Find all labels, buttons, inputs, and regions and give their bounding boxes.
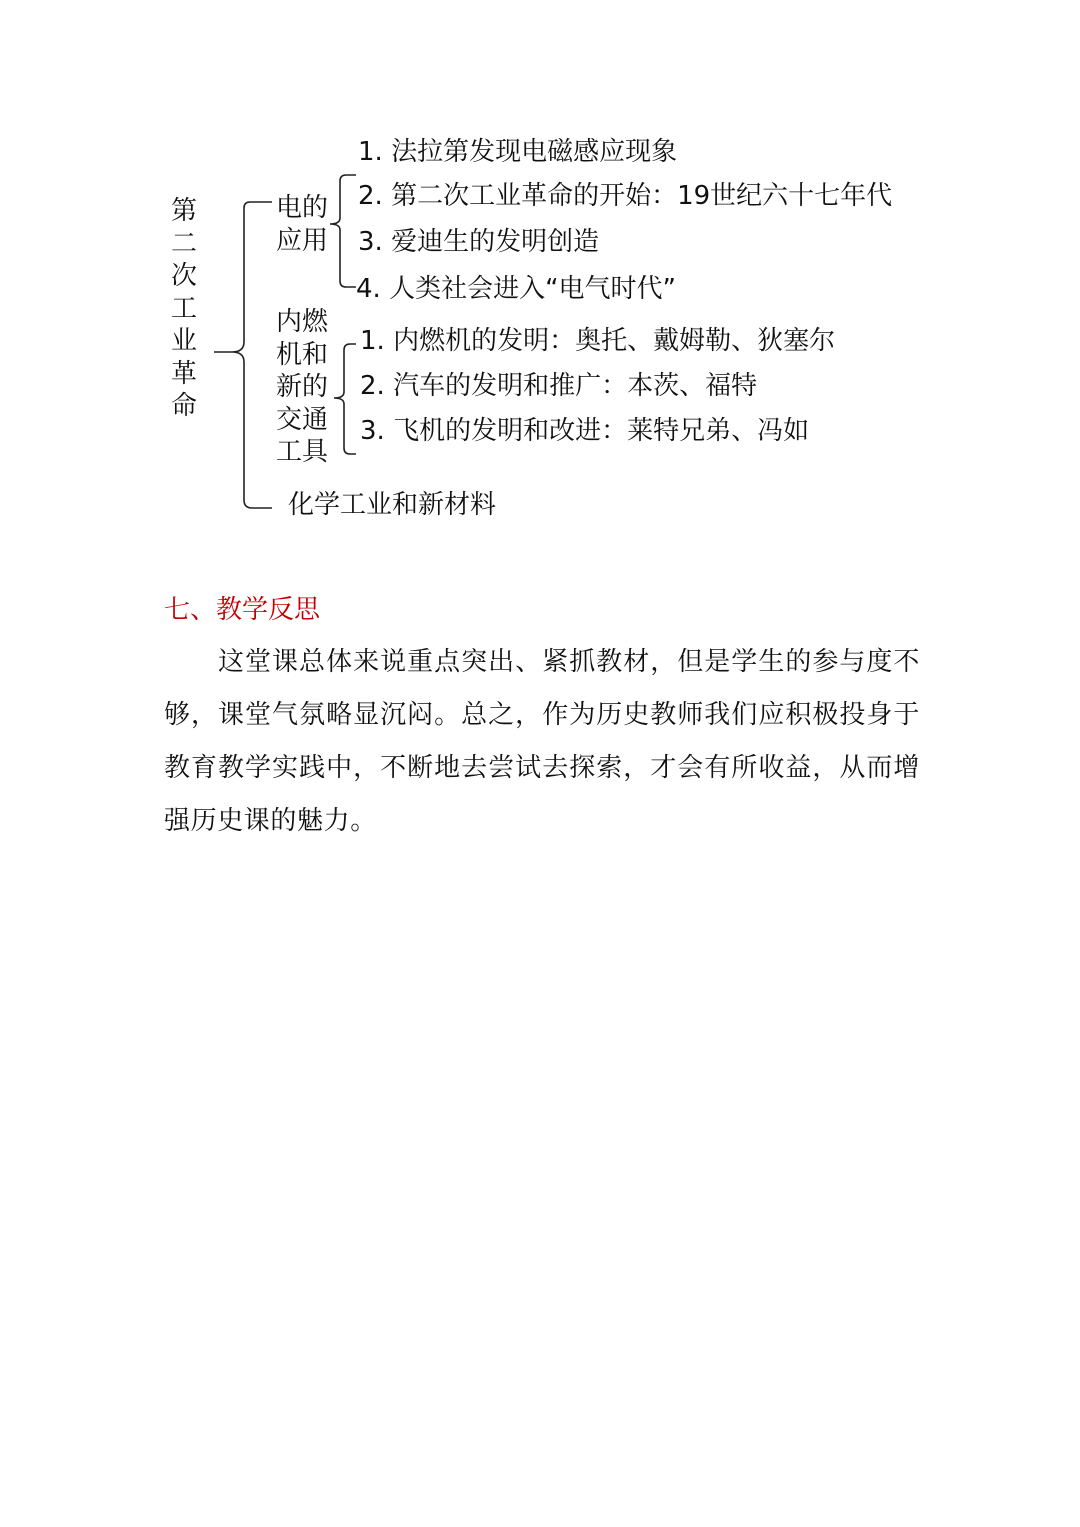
- branch-line: 工具: [275, 437, 328, 467]
- engine-item-3: 3. 飞机的发明和改进：莱特兄弟、冯如: [360, 416, 810, 446]
- section-heading: 七、教学反思: [164, 595, 321, 625]
- electric-brace: [330, 175, 356, 287]
- branch-line: 交通: [275, 404, 328, 435]
- title-char: 命: [170, 391, 197, 421]
- engine-item-2: 2. 汽车的发明和推广：本茨、福特: [360, 371, 758, 401]
- branch-line: 机和: [275, 339, 328, 370]
- title-char: 第: [170, 196, 197, 226]
- branch-engine-label: [272, 306, 332, 469]
- electric-item-2: 2. 第二次工业革命的开始：19世纪六十七年代: [358, 181, 893, 211]
- electric-item-1: 1. 法拉第发现电磁感应现象: [358, 137, 678, 167]
- branch-line: 新的: [275, 372, 328, 402]
- branch-chemical-label: 化学工业和新材料: [288, 490, 497, 520]
- engine-item-1: 1. 内燃机的发明：奥托、戴姆勒、狄塞尔: [360, 326, 836, 356]
- branch-line: 应用: [275, 225, 328, 256]
- engine-brace: [334, 344, 356, 454]
- reflection-paragraph: 这堂课总体来说重点突出、紧抓教材，但是学生的参与度不够，课堂气氛略显沉闷。总之，作为历史教师我们应积极投身于教育教学实践中，不断地去尝试去探索，才会有所收益，从而增强历史课的魅力。: [164, 647, 920, 836]
- main-brace: [214, 202, 272, 508]
- branch-electric-label: [272, 192, 332, 257]
- title-char: 工: [170, 293, 197, 324]
- title-char: 二: [170, 228, 197, 259]
- diagram-root-title: [168, 195, 200, 423]
- electric-item-4: 4. 人类社会进入“电气时代”: [356, 274, 677, 304]
- electric-item-3: 3. 爱迪生的发明创造: [358, 227, 600, 257]
- title-char: 革: [170, 358, 197, 389]
- branch-line: 电的: [275, 193, 328, 223]
- title-char: 次: [170, 261, 197, 291]
- branch-line: 内燃: [275, 307, 328, 337]
- title-char: 业: [170, 326, 197, 356]
